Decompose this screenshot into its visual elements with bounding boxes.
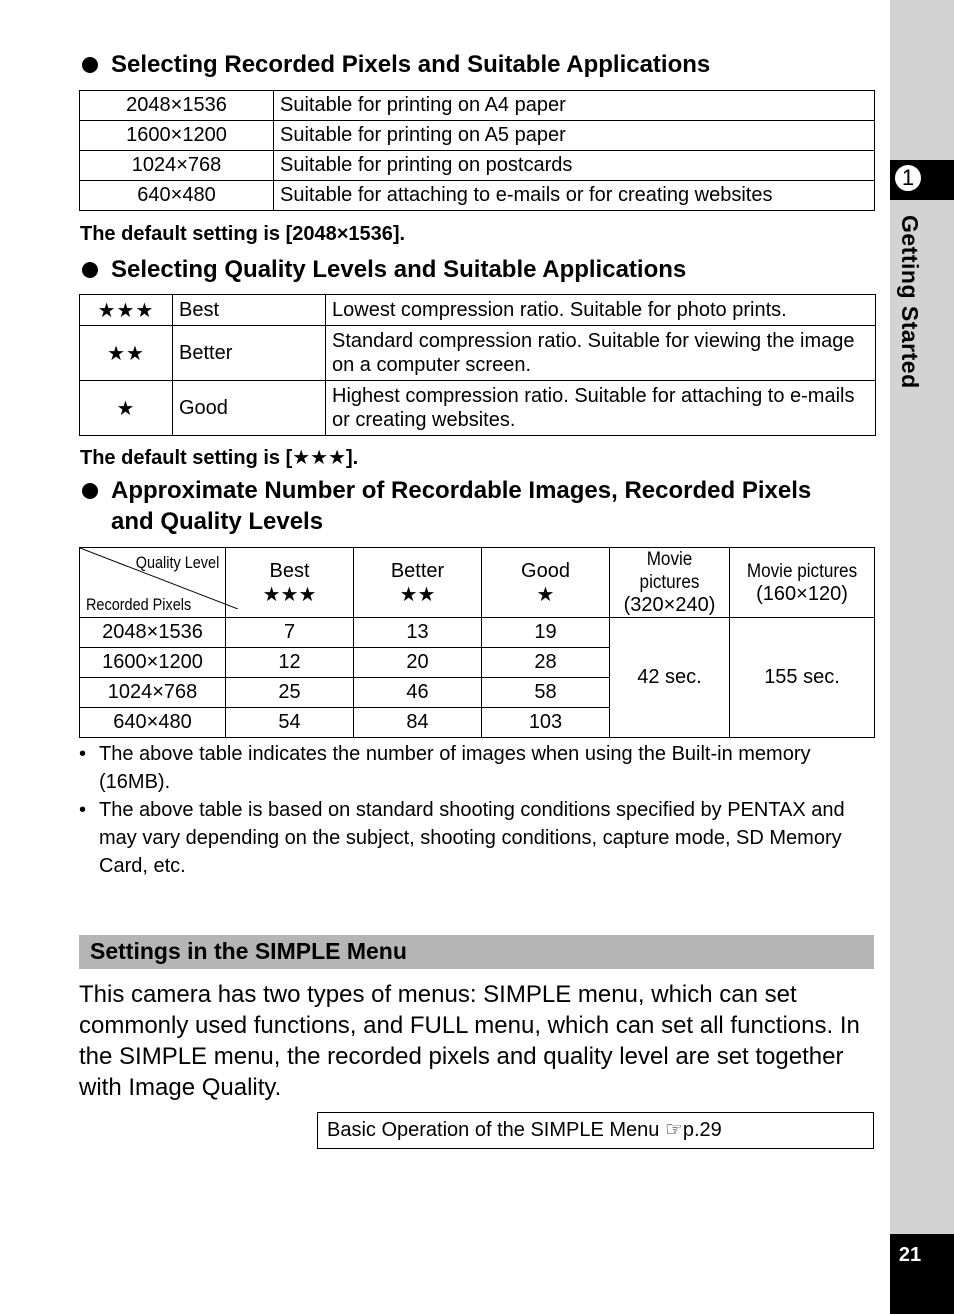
count-cell: 19 <box>482 618 610 648</box>
application-cell: Suitable for printing on A5 paper <box>274 121 875 151</box>
pixels-cell: 2048×1536 <box>80 618 226 648</box>
col-header-better <box>354 548 482 618</box>
pixels-cell: 640×480 <box>80 708 226 738</box>
col-label: Movie pictures <box>639 549 700 593</box>
corner-top-label: Quality Level <box>135 553 219 572</box>
pixels-cell: 1600×1200 <box>80 648 226 678</box>
col-size: (320×240) <box>623 594 716 616</box>
chapter-title: Getting Started <box>897 215 923 389</box>
count-cell: 13 <box>354 618 482 648</box>
default-setting-pixels: The default setting is [2048×1536]. <box>80 223 406 245</box>
pixels-table <box>79 90 875 211</box>
body-paragraph: This camera has two types of menus: SIMPLE menu, which can set commonly used functions, and FULL menu, which can set all functions. In the SIMPLE menu, the recorded pixels and quality level are set together with Image Quality. <box>79 981 860 1101</box>
pixels-cell: 2048×1536 <box>80 91 274 121</box>
section-heading-quality: Selecting Quality Levels and Suitable Applications <box>111 256 687 283</box>
heading-line: and Quality Levels <box>111 508 324 535</box>
bullet-icon <box>82 483 98 499</box>
table-row <box>80 91 875 121</box>
quality-description: Lowest compression ratio. Suitable for photo prints. <box>326 295 876 326</box>
star-rating: ★ <box>536 583 555 606</box>
count-cell: 28 <box>482 648 610 678</box>
star-rating: ★★★ <box>262 583 317 606</box>
corner-header-cell <box>80 548 226 618</box>
pixels-cell: 1024×768 <box>80 151 274 181</box>
count-cell: 46 <box>354 678 482 708</box>
table-notes <box>79 740 879 880</box>
quality-table <box>79 294 876 436</box>
col-header-movie-320 <box>610 548 730 618</box>
page-number: 21 <box>898 1244 922 1266</box>
quality-level: Better <box>173 326 326 381</box>
star-rating: ★ <box>80 381 173 436</box>
application-cell: Suitable for printing on A4 paper <box>274 91 875 121</box>
application-cell: Suitable for printing on postcards <box>274 151 875 181</box>
star-rating: ★★ <box>399 583 436 606</box>
table-header-row <box>80 548 875 618</box>
quality-description: Highest compression ratio. Suitable for attaching to e-mails or creating websites. <box>326 381 876 436</box>
count-cell: 58 <box>482 678 610 708</box>
quality-description: Standard compression ratio. Suitable for viewing the image on a computer screen. <box>326 326 876 381</box>
count-cell: 7 <box>226 618 354 648</box>
movie-time-cell: 42 sec. <box>610 618 730 738</box>
count-cell: 84 <box>354 708 482 738</box>
count-cell: 25 <box>226 678 354 708</box>
page-reference-box: Basic Operation of the SIMPLE Menu ☞p.29 <box>317 1112 874 1149</box>
table-row <box>80 381 876 436</box>
note-item: • The above table is based on standard shooting conditions specified by PENTAX and may vary depending on the subject, shooting conditions, capture mode, SD Memory Card, etc. <box>79 796 879 880</box>
col-label: Best <box>269 559 310 582</box>
default-setting-quality: The default setting is [★★★]. <box>80 447 359 469</box>
col-label: Movie pictures <box>746 560 858 582</box>
section-heading-pixels: Selecting Recorded Pixels and Suitable Applications <box>111 51 711 78</box>
movie-time-cell: 155 sec. <box>730 618 875 738</box>
quality-level: Good <box>173 381 326 436</box>
col-header-movie-160 <box>730 548 875 618</box>
table-row <box>80 326 876 381</box>
star-rating: ★★★ <box>80 295 173 326</box>
col-header-best <box>226 548 354 618</box>
table-row <box>80 618 875 648</box>
table-row <box>80 151 875 181</box>
table-row <box>80 295 876 326</box>
pixels-cell: 640×480 <box>80 181 274 211</box>
heading-line: Approximate Number of Recordable Images, Recorded Pixels <box>111 477 812 504</box>
application-cell: Suitable for attaching to e-mails or for creating websites <box>274 181 875 211</box>
recordable-images-table <box>79 547 875 738</box>
col-label: Good <box>521 559 570 582</box>
col-size: (160×120) <box>756 582 848 605</box>
col-header-good <box>482 548 610 618</box>
count-cell: 12 <box>226 648 354 678</box>
count-cell: 20 <box>354 648 482 678</box>
section-title: Settings in the SIMPLE Menu <box>90 938 407 964</box>
col-label: Better <box>390 559 445 582</box>
bullet-icon <box>82 262 98 278</box>
table-row <box>80 121 875 151</box>
corner-bottom-label: Recorded Pixels <box>86 595 192 614</box>
note-item: • The above table indicates the number of images when using the Built-in memory (16MB). <box>79 740 879 796</box>
quality-level: Best <box>173 295 326 326</box>
count-cell: 54 <box>226 708 354 738</box>
table-row <box>80 181 875 211</box>
bullet-icon <box>82 57 98 73</box>
section-heading-recordable <box>111 475 811 537</box>
chapter-number: 1 <box>893 163 923 193</box>
pixels-cell: 1024×768 <box>80 678 226 708</box>
star-rating: ★★ <box>80 326 173 381</box>
pixels-cell: 1600×1200 <box>80 121 274 151</box>
count-cell: 103 <box>482 708 610 738</box>
